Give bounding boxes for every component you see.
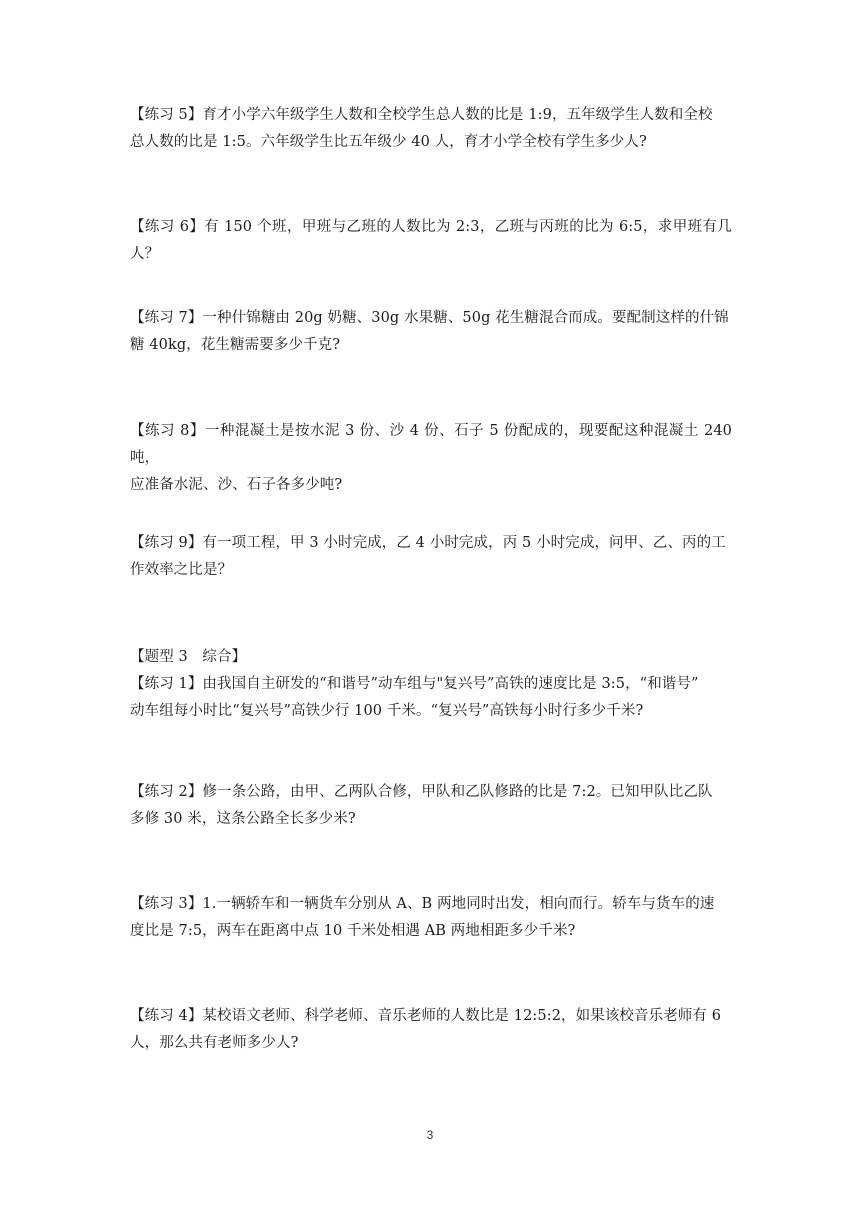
exercise-s3-2-line-2: 多修 30 米，这条公路全长多少米?	[130, 811, 356, 827]
exercise-5	[130, 102, 732, 156]
exercise-5-line-1: 【练习 5】育才小学六年级学生人数和全校学生总人数的比是 1:9，五年级学生人数和全校	[130, 107, 713, 123]
section-3-exercise-3	[130, 891, 732, 945]
exercise-7	[130, 305, 732, 359]
exercise-9-line-2: 作效率之比是？	[130, 562, 233, 578]
exercise-9-line-1: 【练习 9】有一项工程，甲 3 小时完成，乙 4 小时完成，丙 5 小时完成，问甲、乙、丙的工	[130, 535, 726, 551]
section-3-exercise-2	[130, 779, 732, 833]
exercise-7-line-1: 【练习 7】一种什锦糖由 20g 奶糖、30g 水果糖、50g 花生糖混合而成。要配制这样的什锦	[130, 310, 729, 326]
exercise-9	[130, 530, 732, 584]
exercise-s3-4-line-1: 【练习 4】某校语文老师、科学老师、音乐老师的人数比是 12:5:2，如果该校音乐老师有 6	[130, 1008, 722, 1024]
page-number: 3	[426, 1128, 434, 1142]
section-3-exercise-1	[130, 644, 732, 725]
exercise-s3-2-line-1: 【练习 2】修一条公路，由甲、乙两队合修，甲队和乙队修路的比是 7:2。已知甲队比乙队	[130, 784, 713, 800]
exercise-7-line-2: 糖 40kg，花生糖需要多少千克?	[130, 337, 341, 353]
exercise-s3-3-line-1: 【练习 3】1.一辆轿车和一辆货车分别从 A、B 两地同时出发，相向而行。轿车与货车的速	[130, 896, 715, 912]
exercise-6	[130, 214, 732, 268]
exercise-8	[130, 418, 732, 499]
exercise-5-line-2: 总人数的比是 1:5。六年级学生比五年级少 40 人，育才小学全校有学生多少人?	[130, 134, 647, 150]
exercise-s3-1-line-2: 动车组每小时比“复兴号”高铁少行 100 千米。“复兴号”高铁每小时行多少千米?	[130, 703, 644, 719]
exercise-s3-4-line-2: 人，那么共有老师多少人?	[130, 1035, 299, 1051]
exercise-6-line-1: 【练习 6】有 150 个班，甲班与乙班的人数比为 2:3，乙班与丙班的比为 6:5，求甲班有几人？	[130, 219, 732, 262]
exercise-8-line-1: 【练习 8】一种混凝土是按水泥 3 份、沙 4 份、石子 5 份配成的，现要配这种混凝土 240 吨，	[130, 423, 732, 466]
exercise-s3-1-line-1: 【练习 1】由我国自主研发的“和谐号”动车组与"复兴号”高铁的速度比是 3:5，“和谐号”	[130, 676, 699, 692]
section-heading: 【题型 3 综合】	[130, 649, 247, 665]
section-3-exercise-4	[130, 1003, 732, 1057]
exercise-s3-3-line-2: 度比是 7:5，两车在距离中点 10 千米处相遇 AB 两地相距多少千米?	[130, 923, 576, 939]
exercise-8-line-2: 应准备水泥、沙、石子各多少吨?	[130, 477, 343, 493]
